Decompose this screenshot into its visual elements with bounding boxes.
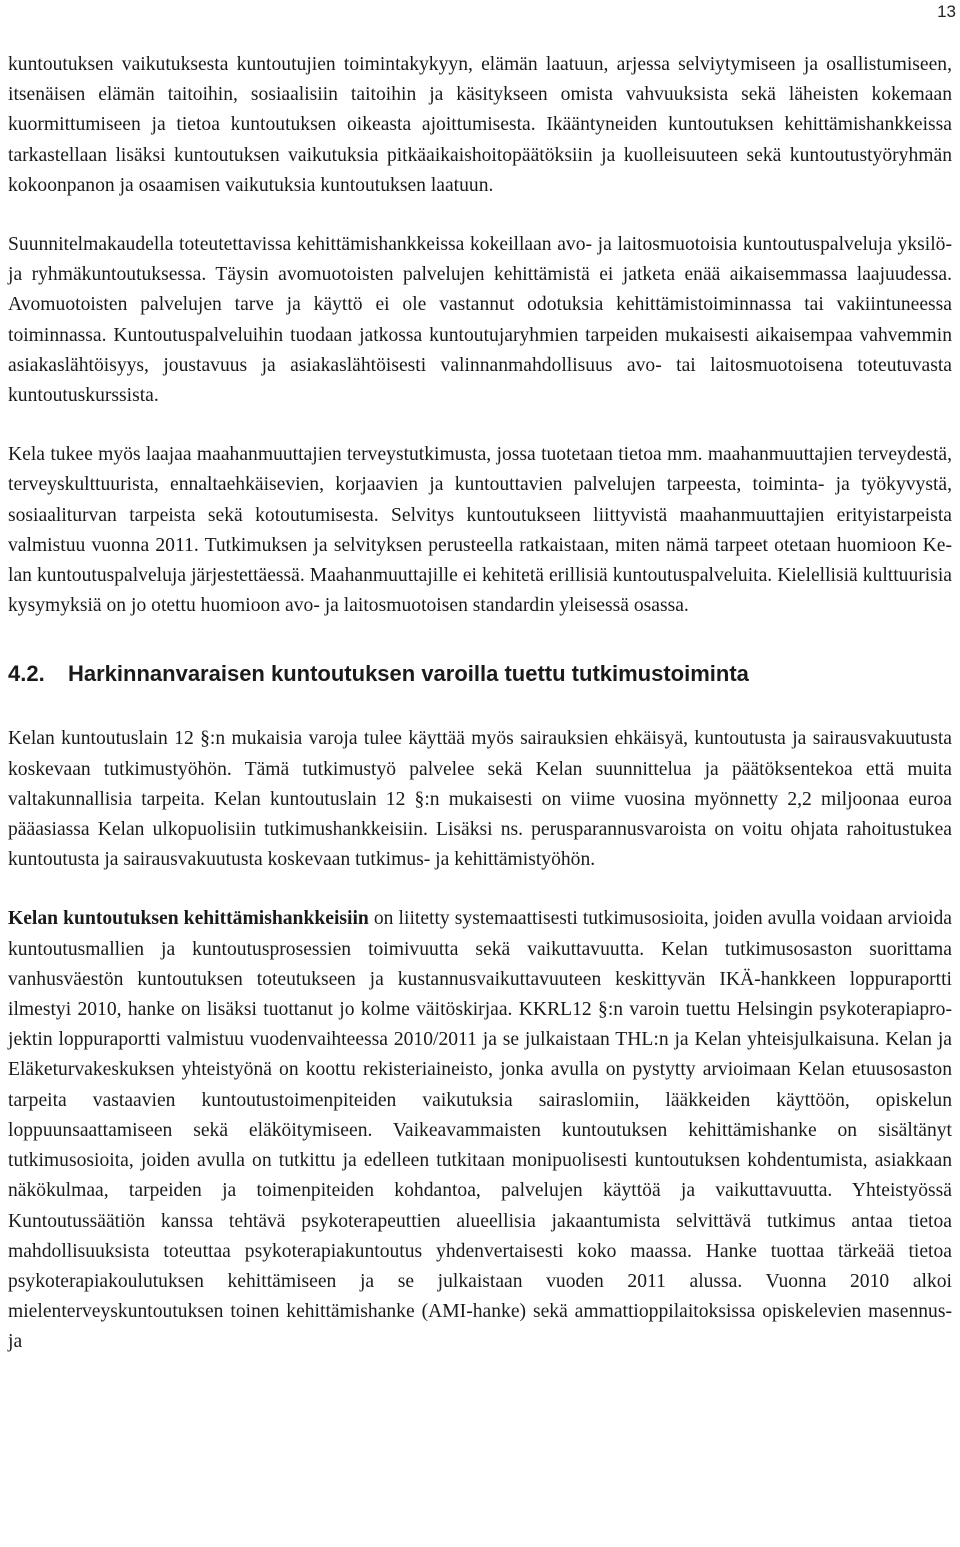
paragraph-development-projects bbox=[8, 904, 952, 1357]
paragraph-bold-lead: Kelan kuntoutuksen kehittämishankkeisiin bbox=[8, 908, 369, 930]
section-number: 4.2. bbox=[8, 661, 45, 687]
paragraph-body-text: on liitetty systemaattisesti tutkimusosioita, joiden avulla voidaan arvioida kuntoutusmallien ja kuntoutusprosessien toimivuutta sekä vaikuttavuutta. Kelan tutkimusosaston suorittama vanhusväestön kuntoutuksen toteutukseen ja kustannusvaikuttavuuteen keskittyvän IKÄ-hankkeen loppuraportti ilmestyi 2010, hanke on lisäksi tuottanut jo kolme väitöskirjaa. KKRL12 §:n varoin tuettu Helsingin psykoterapiaprojektin loppuraportti valmistuu vuodenvaihteessa 2010/2011 ja se julkaistaan THL:n ja Kelan yhteisjulkaisuna. Kelan ja Eläketurvakeskuksen yhteistyönä on koottu rekisteriaineisto, jonka avulla on pystytty arvioimaan Kelan etuusosaston tarpeita vastaavien kuntoutustoimenpiteiden vaikutuksia sairaslomiin, lääkkeiden käyttöön, opiskelun loppuunsaattamiseen sekä eläköitymiseen. Vaikeavammaisten kuntoutuksen kehittämishanke on sisältänyt tutkimusosioita, joiden avulla on tutkittu ja edelleen tutkitaan monipuolisesti kuntoutuksen kohdentumista, asiakkaan näkökulmaa, tarpeiden ja toimenpiteiden kohdantoa, palvelujen käyttöä ja vaikuttavuutta. Yhteistyössä Kuntoutussäätiön kanssa tehtävä psykoterapeuttien alueellisia jakaantumista selvittävä tutkimus antaa tietoa mahdollisuuksista toteuttaa psykoterapiakuntoutus yhdenvertaisesti koko maassa. Hanke tuottaa tärkeää tietoa psykoterapiakoulutuksen kehittämiseen ja se julkaistaan vuoden 2011 alussa. Vuonna 2010 alkoi mielenterveyskuntoutuksen toinen kehittämishanke (AMI-hanke) sekä ammattioppilaitoksissa opiskelevien masennus- ja bbox=[8, 908, 952, 1353]
paragraph-immigrant-health-study: Kela tukee myös laajaa maahanmuuttajien terveystutkimusta, jossa tuotetaan tietoa mm. maahanmuuttajien terveydestä, terveyskulttuurista, ennaltaehkäisevien, korjaavien ja kuntouttavien palvelujen tarpeesta, toiminta- ja työkyvystä, sosiaaliturvan tarpeista sekä kotoutumisesta. Selvitys kuntoutukseen liittyvistä maahanmuuttajien erityistarpeista valmistuu vuonna 2011. Tutkimuksen ja selvityksen perusteella ratkaistaan, miten nämä tarpeet otetaan huomioon Kelan kuntoutuspalveluja järjestettäessä. Maahanmuuttajille ei kehitetä erillisiä kuntoutuspalveluita. Kielellisiä kulttuurisia kysymyksiä on jo otettu huomioon avo- ja laitosmuotoisen standardin yleisessä osassa. bbox=[8, 444, 952, 617]
paragraph-research-funding: Kelan kuntoutuslain 12 §:n mukaisia varoja tulee käyttää myös sairauksien ehkäisyä, kuntoutusta ja sairausvakuutusta koskevaan tutkimustyöhön. Tämä tutkimustyö palvelee sekä Kelan suunnittelua ja päätöksentekoa että muita valtakunnallisia tarpeita. Kelan kuntoutuslain 12 §:n mukaisesti on viime vuosina myönnetty 2,2 miljoonaa euroa pääasiassa Kelan ulkopuolisiin tutkimushankkeisiin. Lisäksi ns. perusparannusvaroista on voitu ohjata rahoitustukea kuntoutusta ja sairausvakuutusta koskevaan tutkimus- ja kehittämistyöhön. bbox=[8, 728, 952, 871]
paragraph-planning-period-projects: Suunnitelmakaudella toteutettavissa kehittämishankkeissa kokeillaan avo- ja laitosmuotoisia kuntoutuspalveluja yksilö- ja ryhmäkuntoutuksessa. Täysin avomuotoisten palvelujen kehittämistä ei jatketa enää aikaisemmassa laajuudessa. Avomuotoisten palvelujen tarve ja käyttö ei ole vastannut odotuksia kehittämistoiminnassa tai vakiintuneessa toiminnassa. Kuntoutuspalveluihin tuodaan jatkossa kuntoutujaryhmien tarpeiden mukaisesti aikaisempaa vahvemmin asiakaslähtöisyys, joustavuus ja asiakaslähtöisesti valinnanmahdollisuus avo- tai laitosmuotoisena toteutuvasta kuntoutuskurssista. bbox=[8, 234, 952, 407]
page-number: 13 bbox=[937, 2, 956, 21]
section-heading bbox=[8, 659, 952, 689]
paragraph-rehabilitation-effects: kuntoutuksen vaikutuksesta kuntoutujien toimintakykyyn, elämän laatuun, arjessa selviytymiseen ja osallistumiseen, itsenäisen elämän taitoihin, sosiaalisiin taitoihin ja käsitykseen omista vahvuuksista sekä läheisten kokemaan kuormittumiseen ja tietoa kuntoutuksen oikeasta ajoittumisesta. Ikääntyneiden kuntoutuksen kehittämishankkeissa tarkastellaan lisäksi kuntoutuksen vaikutuksia pitkäaikaishoitopäätöksiin ja kuolleisuuteen sekä kuntoutustyöryhmän kokoonpanon ja osaamisen vaikutuksia kuntoutuksen laatuun. bbox=[8, 54, 952, 196]
document-body bbox=[8, 50, 952, 1358]
section-title: Harkinnanvaraisen kuntoutuksen varoilla tuettu tutkimustoiminta bbox=[68, 661, 749, 687]
